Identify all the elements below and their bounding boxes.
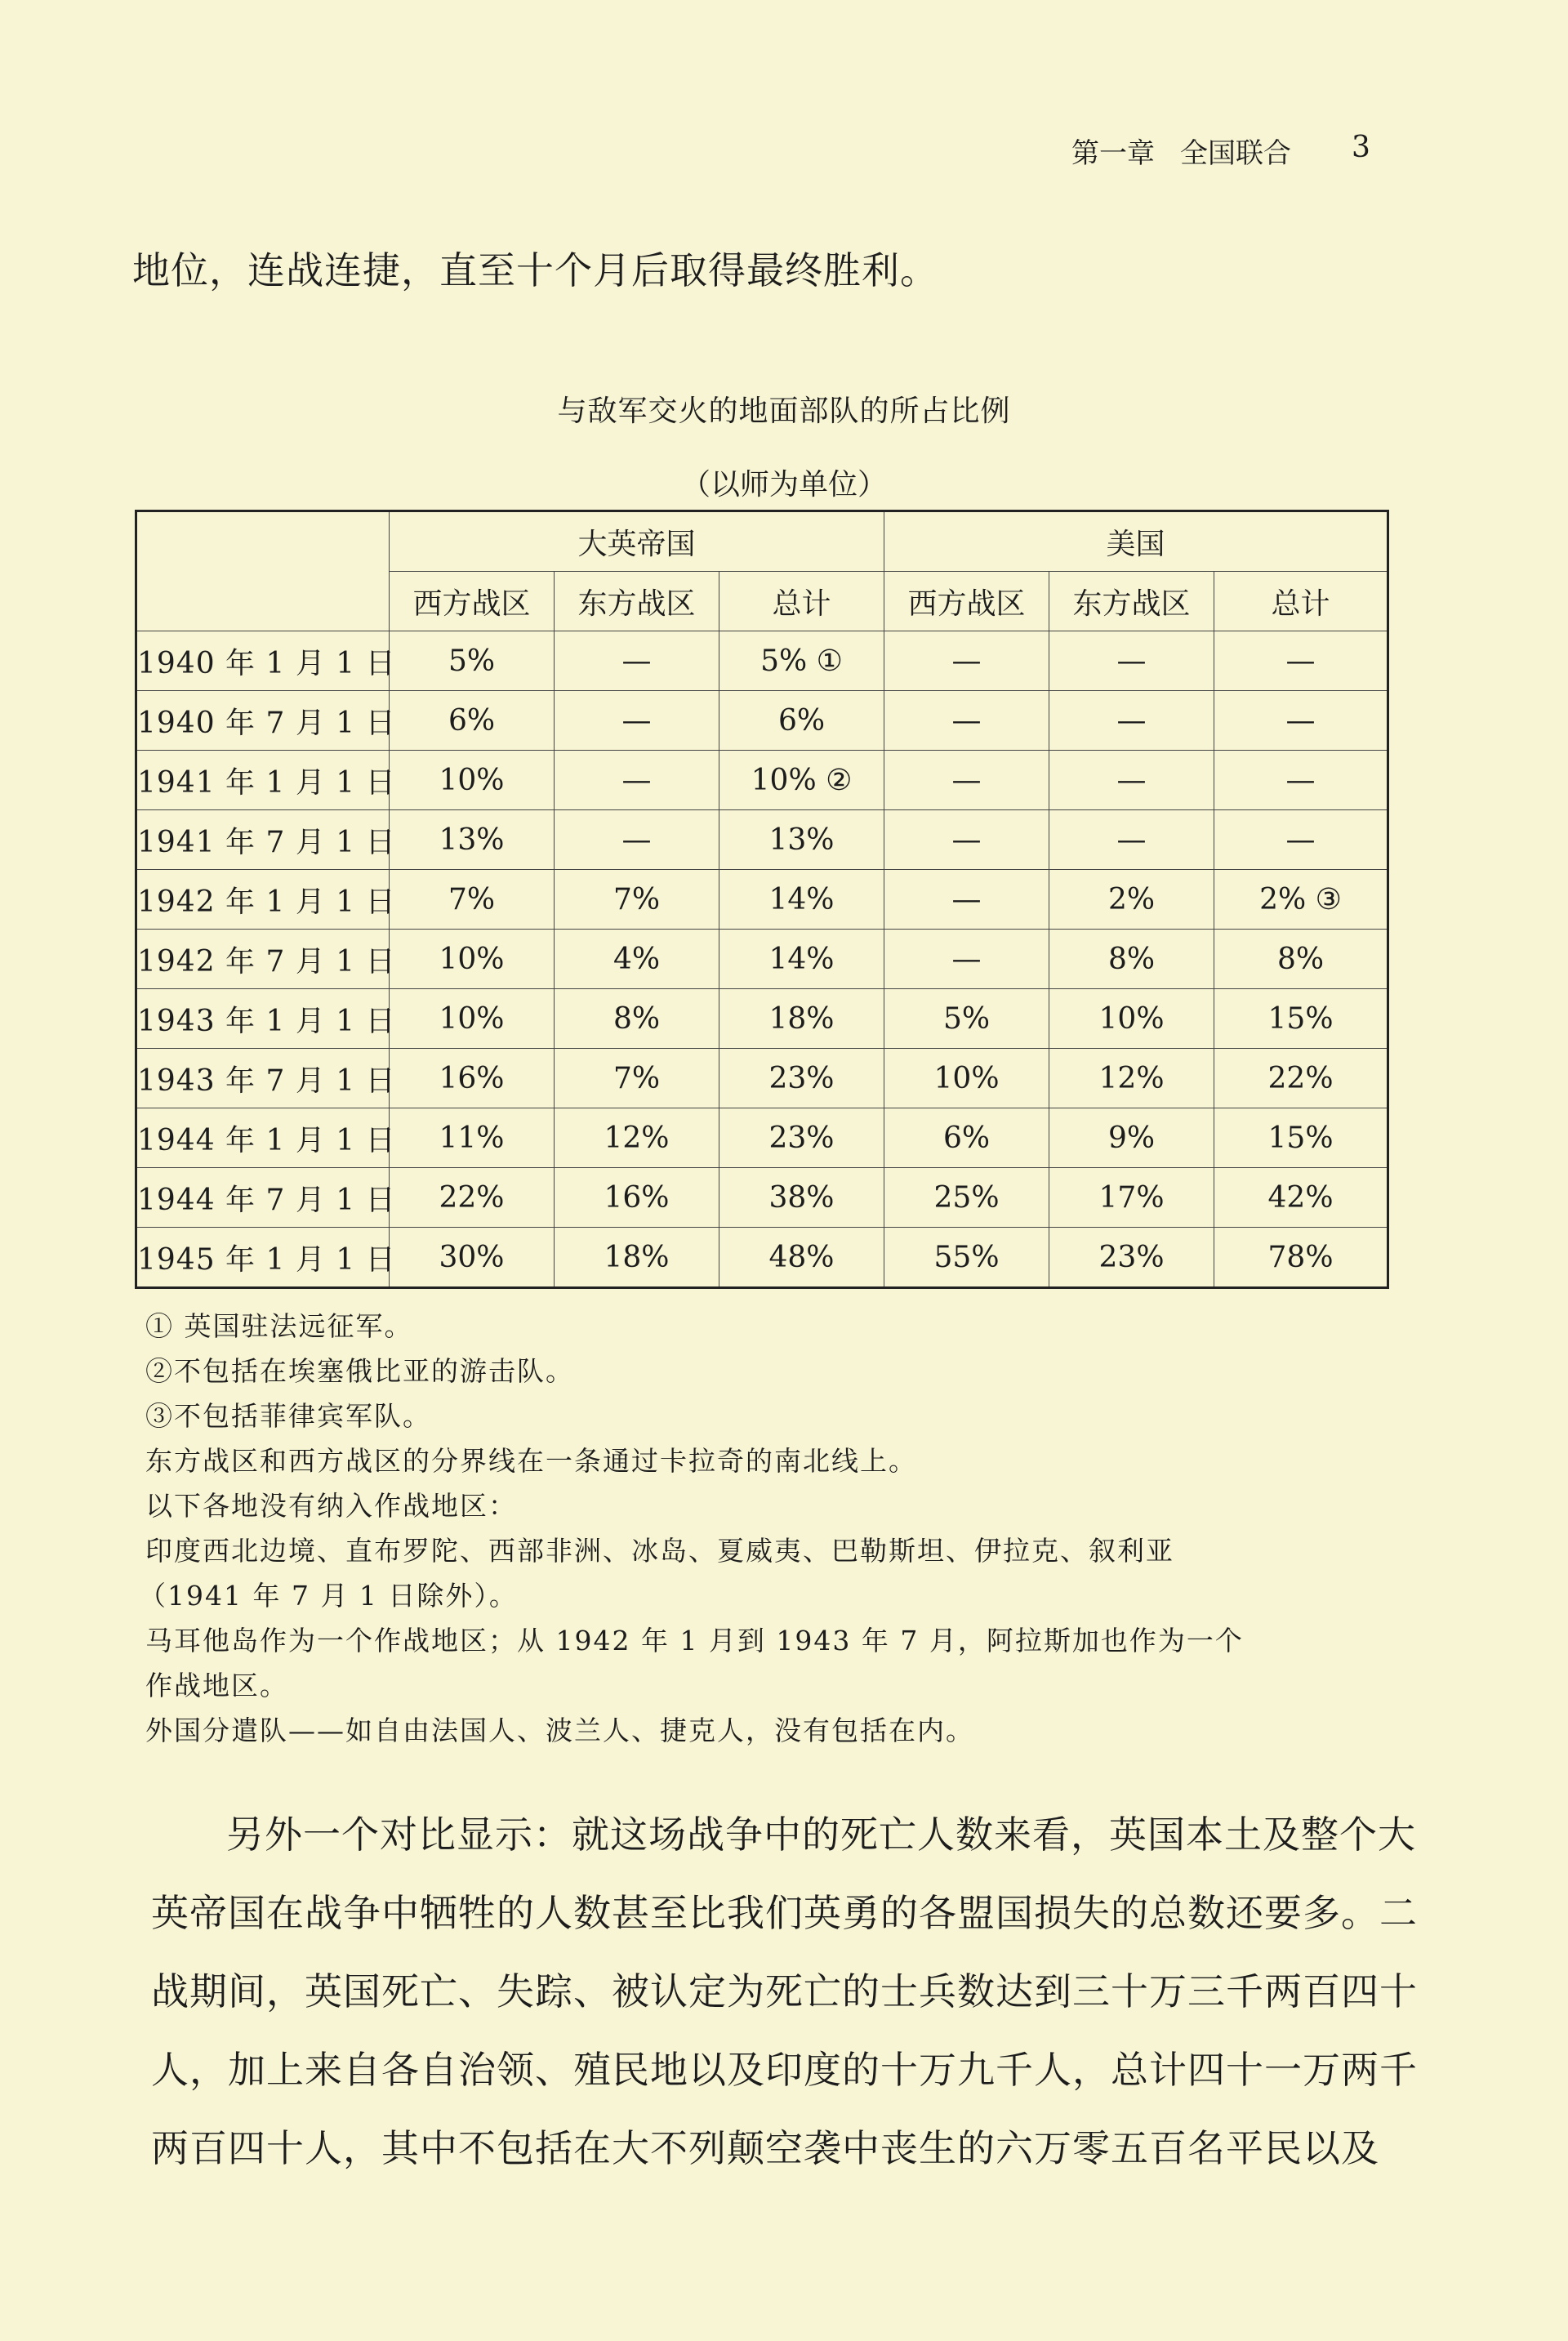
page-number: 3 <box>1352 131 1370 164</box>
table-row <box>136 1168 1388 1228</box>
row-date-cell: 1942 年 7 月 1 日 <box>136 930 390 989</box>
top-text-line: 地位，连战连捷，直至十个月后取得最终胜利。 <box>132 248 938 292</box>
footnote: ②不包括在埃塞俄比亚的游击队。 <box>145 1355 574 1387</box>
table-cell: 42% <box>1214 1168 1388 1228</box>
sub-header: 西方战区 <box>884 572 1049 631</box>
table-cell: 17% <box>1049 1168 1214 1228</box>
table-cell: — <box>884 810 1049 870</box>
table-cell: — <box>1214 810 1388 870</box>
table-row <box>136 1108 1388 1168</box>
table-group-header-row <box>136 511 1388 572</box>
table-cell: — <box>555 631 719 691</box>
paragraph-line: 人，加上来自各自治领、殖民地以及印度的十万九千人，总计四十一万两千 <box>151 2048 1418 2092</box>
table-row <box>136 989 1388 1049</box>
paragraph-line: 另外一个对比显示：就这场战争中的死亡人数来看，英国本土及整个大 <box>226 1813 1416 1857</box>
footnote: 印度西北边境、直布罗陀、西部非洲、冰岛、夏威夷、巴勒斯坦、伊拉克、叙利亚 <box>145 1535 1174 1567</box>
table-cell: 22% <box>1214 1049 1388 1108</box>
table-cell: 78% <box>1214 1228 1388 1288</box>
table-cell: 10% <box>390 930 555 989</box>
table-cell: 16% <box>555 1168 719 1228</box>
footnote: 东方战区和西方战区的分界线在一条通过卡拉奇的南北线上。 <box>145 1445 917 1477</box>
table-cell: — <box>1214 631 1388 691</box>
table-cell: 38% <box>719 1168 884 1228</box>
footnote: 作战地区。 <box>145 1670 288 1701</box>
table-cell: 5% ① <box>719 631 884 691</box>
table-cell: 14% <box>719 930 884 989</box>
table-cell: 8% <box>1214 930 1388 989</box>
table-cell: 10% <box>884 1049 1049 1108</box>
table-cell: — <box>884 930 1049 989</box>
table-row <box>136 691 1388 751</box>
table-cell: — <box>555 810 719 870</box>
table-cell: 5% <box>390 631 555 691</box>
table-cell: 7% <box>555 1049 719 1108</box>
row-date-cell: 1943 年 1 月 1 日 <box>136 989 390 1049</box>
row-date-cell: 1940 年 7 月 1 日 <box>136 691 390 751</box>
table-cell: 6% <box>884 1108 1049 1168</box>
table-cell: 55% <box>884 1228 1049 1288</box>
table-cell: — <box>1049 810 1214 870</box>
table-cell: — <box>884 870 1049 930</box>
table-cell: 18% <box>719 989 884 1049</box>
table-cell: 25% <box>884 1168 1049 1228</box>
table-cell: 30% <box>390 1228 555 1288</box>
table-cell: 5% <box>884 989 1049 1049</box>
table-cell: — <box>884 631 1049 691</box>
table-cell: 7% <box>390 870 555 930</box>
table-cell: 2% <box>1049 870 1214 930</box>
table-cell: 6% <box>719 691 884 751</box>
table-cell: 10% ② <box>719 751 884 810</box>
paragraph-line: 两百四十人，其中不包括在大不列颠空袭中丧生的六万零五百名平民以及 <box>151 2126 1379 2170</box>
paragraph-line: 英帝国在战争中牺牲的人数甚至比我们英勇的各盟国损失的总数还要多。二 <box>151 1891 1418 1935</box>
table-row <box>136 1228 1388 1288</box>
table-corner-cell <box>136 511 390 631</box>
row-date-cell: 1941 年 7 月 1 日 <box>136 810 390 870</box>
table-cell: 15% <box>1214 989 1388 1049</box>
table-title: 与敌军交火的地面部队的所占比例 <box>557 395 1011 428</box>
chapter-label: 第一章 <box>1071 137 1155 170</box>
table-row <box>136 751 1388 810</box>
sub-header: 东方战区 <box>1049 572 1214 631</box>
table-cell: 48% <box>719 1228 884 1288</box>
table-cell: 23% <box>719 1108 884 1168</box>
row-date-cell: 1944 年 7 月 1 日 <box>136 1168 390 1228</box>
row-date-cell: 1940 年 1 月 1 日 <box>136 631 390 691</box>
table-cell: 4% <box>555 930 719 989</box>
table-cell: 10% <box>390 989 555 1049</box>
table-cell: 8% <box>555 989 719 1049</box>
running-header <box>0 131 1568 168</box>
table-cell: — <box>1049 631 1214 691</box>
table-row <box>136 1049 1388 1108</box>
table-cell: 11% <box>390 1108 555 1168</box>
row-date-cell: 1941 年 1 月 1 日 <box>136 751 390 810</box>
table-cell: 10% <box>390 751 555 810</box>
table-cell: 13% <box>390 810 555 870</box>
table-cell: 2% ③ <box>1214 870 1388 930</box>
table-cell: 6% <box>390 691 555 751</box>
row-date-cell: 1945 年 1 月 1 日 <box>136 1228 390 1288</box>
table-cell: — <box>555 751 719 810</box>
table-cell: 10% <box>1049 989 1214 1049</box>
paragraph-line: 战期间，英国死亡、失踪、被认定为死亡的士兵数达到三十万三千两百四十 <box>151 1969 1418 2013</box>
group-header-usa: 美国 <box>884 511 1388 572</box>
sub-header: 总计 <box>1214 572 1388 631</box>
row-date-cell: 1943 年 7 月 1 日 <box>136 1049 390 1108</box>
sub-header: 总计 <box>719 572 884 631</box>
table-body <box>136 631 1388 1288</box>
table-cell: 12% <box>555 1108 719 1168</box>
table-cell: 7% <box>555 870 719 930</box>
footnote: （1941 年 7 月 1 日除外）。 <box>139 1580 518 1612</box>
table-cell: 16% <box>390 1049 555 1108</box>
group-header-british-empire: 大英帝国 <box>390 511 884 572</box>
table-row <box>136 810 1388 870</box>
table-row <box>136 631 1388 691</box>
table-cell: 9% <box>1049 1108 1214 1168</box>
table-row <box>136 870 1388 930</box>
table-unit: （以师为单位） <box>680 468 887 502</box>
footnote: 马耳他岛作为一个作战地区；从 1942 年 1 月到 1943 年 7 月，阿拉斯加也作为一个 <box>145 1625 1244 1657</box>
table-cell: — <box>1214 751 1388 810</box>
table-cell: 8% <box>1049 930 1214 989</box>
table-cell: 23% <box>1049 1228 1214 1288</box>
table-cell: 15% <box>1214 1108 1388 1168</box>
division-ratio-table <box>135 510 1389 1289</box>
chapter-title: 全国联合 <box>1180 137 1291 170</box>
table-cell: — <box>884 691 1049 751</box>
table-cell: 14% <box>719 870 884 930</box>
footnote: ③不包括菲律宾军队。 <box>145 1400 431 1432</box>
table-cell: — <box>1049 691 1214 751</box>
row-date-cell: 1942 年 1 月 1 日 <box>136 870 390 930</box>
table-cell: — <box>555 691 719 751</box>
footnote: 以下各地没有纳入作战地区： <box>145 1490 517 1522</box>
table-cell: 13% <box>719 810 884 870</box>
footnote: 外国分遣队——如自由法国人、波兰人、捷克人，没有包括在内。 <box>145 1715 974 1746</box>
table-cell: 18% <box>555 1228 719 1288</box>
row-date-cell: 1944 年 1 月 1 日 <box>136 1108 390 1168</box>
table-cell: — <box>884 751 1049 810</box>
sub-header: 东方战区 <box>555 572 719 631</box>
table-row <box>136 930 1388 989</box>
table-cell: 22% <box>390 1168 555 1228</box>
table-cell: 23% <box>719 1049 884 1108</box>
footnote: ① 英国驻法远征军。 <box>145 1310 413 1342</box>
table-cell: — <box>1049 751 1214 810</box>
table-cell: 12% <box>1049 1049 1214 1108</box>
sub-header: 西方战区 <box>390 572 555 631</box>
table-cell: — <box>1214 691 1388 751</box>
